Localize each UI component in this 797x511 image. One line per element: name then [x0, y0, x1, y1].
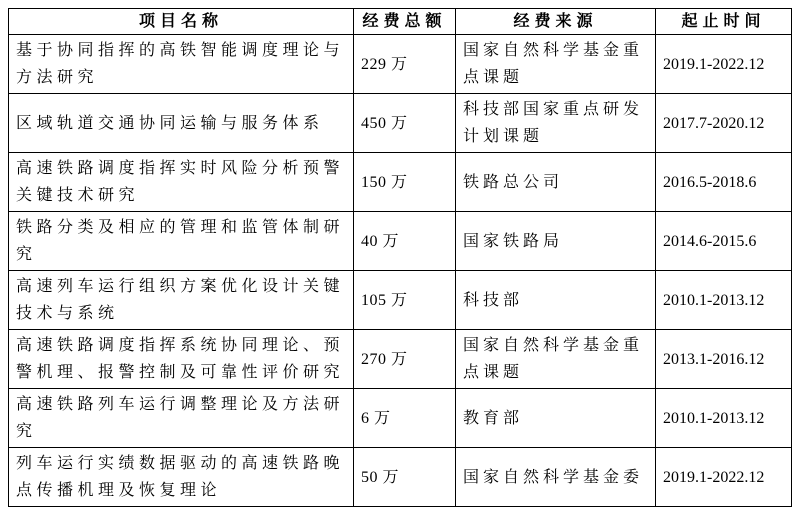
- project-name-cell: 高速铁路调度指挥系统协同理论、预警机理、报警控制及可靠性评价研究: [9, 330, 354, 389]
- table-row: [9, 94, 792, 153]
- funding-amount-cell: 105 万: [354, 271, 456, 330]
- table-row: [9, 448, 792, 507]
- table-row: [9, 389, 792, 448]
- funding-source-cell: 国家自然科学基金重点课题: [456, 330, 656, 389]
- table-row: [9, 212, 792, 271]
- period-cell: 2014.6-2015.6: [656, 212, 792, 271]
- table-row: [9, 271, 792, 330]
- period-cell: 2019.1-2022.12: [656, 448, 792, 507]
- period-cell: 2016.5-2018.6: [656, 153, 792, 212]
- funding-amount-cell: 229 万: [354, 35, 456, 94]
- project-name-cell: 高速铁路调度指挥实时风险分析预警关键技术研究: [9, 153, 354, 212]
- table-row: [9, 330, 792, 389]
- project-name-cell: 区域轨道交通协同运输与服务体系: [9, 94, 354, 153]
- project-name-cell: 铁路分类及相应的管理和监管体制研究: [9, 212, 354, 271]
- funding-amount-cell: 270 万: [354, 330, 456, 389]
- funding-amount-cell: 150 万: [354, 153, 456, 212]
- funding-amount-cell: 40 万: [354, 212, 456, 271]
- period-cell: 2019.1-2022.12: [656, 35, 792, 94]
- project-name-cell: 高速铁路列车运行调整理论及方法研究: [9, 389, 354, 448]
- funding-source-cell: 国家铁路局: [456, 212, 656, 271]
- funding-source-cell: 科技部: [456, 271, 656, 330]
- column-header-funding-amount: 经费总额: [354, 9, 456, 35]
- funding-amount-cell: 6 万: [354, 389, 456, 448]
- header-row: [9, 9, 792, 35]
- funding-source-cell: 铁路总公司: [456, 153, 656, 212]
- column-header-period: 起止时间: [656, 9, 792, 35]
- project-name-cell: 高速列车运行组织方案优化设计关键技术与系统: [9, 271, 354, 330]
- project-name-cell: 基于协同指挥的高铁智能调度理论与方法研究: [9, 35, 354, 94]
- table-row: [9, 153, 792, 212]
- funding-source-cell: 科技部国家重点研发计划课题: [456, 94, 656, 153]
- period-cell: 2017.7-2020.12: [656, 94, 792, 153]
- funding-source-cell: 国家自然科学基金重点课题: [456, 35, 656, 94]
- period-cell: 2010.1-2013.12: [656, 271, 792, 330]
- period-cell: 2013.1-2016.12: [656, 330, 792, 389]
- funding-amount-cell: 450 万: [354, 94, 456, 153]
- project-name-cell: 列车运行实绩数据驱动的高速铁路晚点传播机理及恢复理论: [9, 448, 354, 507]
- column-header-funding-source: 经费来源: [456, 9, 656, 35]
- funding-source-cell: 国家自然科学基金委: [456, 448, 656, 507]
- funding-source-cell: 教育部: [456, 389, 656, 448]
- funding-projects-table: [8, 8, 792, 507]
- table-row: [9, 35, 792, 94]
- funding-amount-cell: 50 万: [354, 448, 456, 507]
- period-cell: 2010.1-2013.12: [656, 389, 792, 448]
- column-header-project-name: 项目名称: [9, 9, 354, 35]
